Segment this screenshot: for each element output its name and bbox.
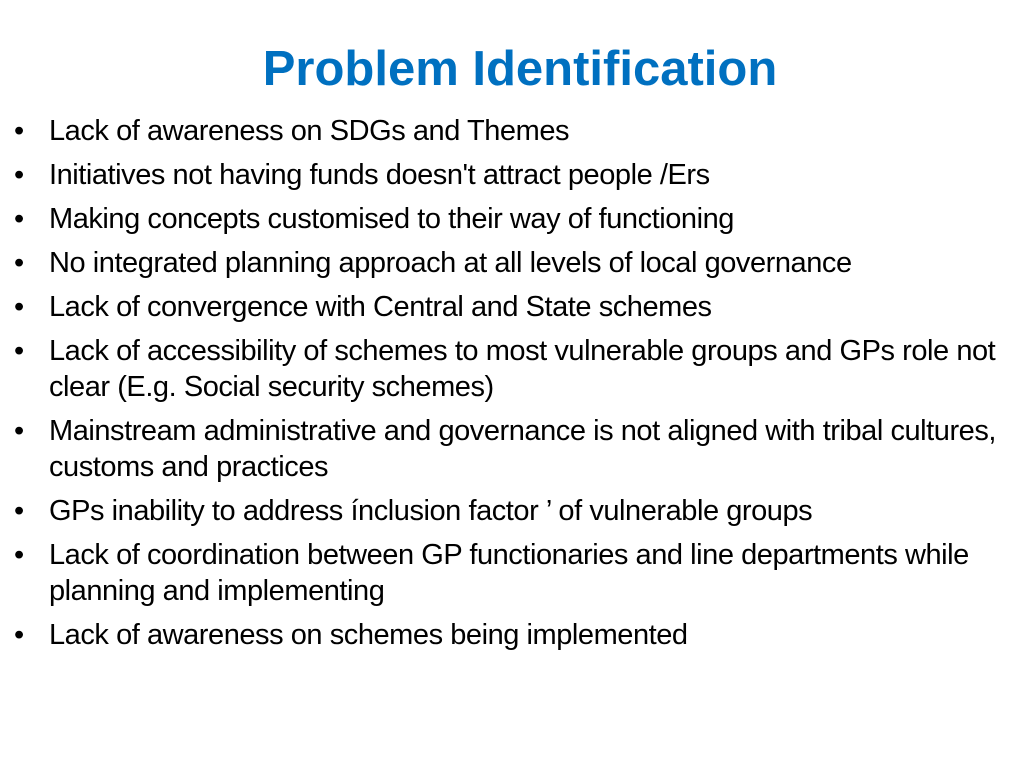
bullet-point-icon: • <box>14 203 24 235</box>
bullet-item <box>14 245 1016 281</box>
bullet-text: Making concepts customised to their way of functioning <box>49 203 734 235</box>
bullet-point-icon: • <box>14 159 24 191</box>
bullet-point-icon: • <box>14 115 24 147</box>
bullet-item <box>14 537 1016 609</box>
bullet-point-icon: • <box>14 619 24 651</box>
bullet-item <box>14 201 1016 237</box>
bullet-item <box>14 113 1016 149</box>
bullet-list <box>14 113 1016 661</box>
bullet-text: Lack of coordination between GP functionaries and line departments while planning and implementing <box>49 539 969 607</box>
bullet-item <box>14 617 1016 653</box>
bullet-point-icon: • <box>14 539 24 571</box>
bullet-point-icon: • <box>14 291 24 323</box>
bullet-point-icon: • <box>14 247 24 279</box>
bullet-text: No integrated planning approach at all levels of local governance <box>49 247 852 279</box>
bullet-text: Lack of convergence with Central and State schemes <box>49 291 712 323</box>
bullet-text: Lack of awareness on SDGs and Themes <box>49 115 570 147</box>
bullet-item <box>14 493 1016 529</box>
bullet-text: GPs inability to address íncl​usion factor ’ of vulnerable groups <box>49 495 813 527</box>
bullet-point-icon: • <box>14 495 24 527</box>
bullet-item <box>14 289 1016 325</box>
bullet-text: Lack of awareness on schemes being implemented <box>49 619 688 651</box>
bullet-item <box>14 157 1016 193</box>
slide-title: Problem Identification <box>262 42 778 96</box>
bullet-text: Mainstream administrative and governance is not aligned with tribal cultures, customs and practices <box>49 415 997 483</box>
bullet-text: Initiatives not having funds doesn't attract people /Ers <box>49 159 710 191</box>
bullet-item <box>14 413 1016 485</box>
bullet-item <box>14 333 1016 405</box>
bullet-point-icon: • <box>14 335 24 367</box>
bullet-text: Lack of accessibility of schemes to most vulnerable groups and GPs role not clear (E.g. Social security schemes) <box>49 335 996 403</box>
bullet-point-icon: • <box>14 415 24 447</box>
